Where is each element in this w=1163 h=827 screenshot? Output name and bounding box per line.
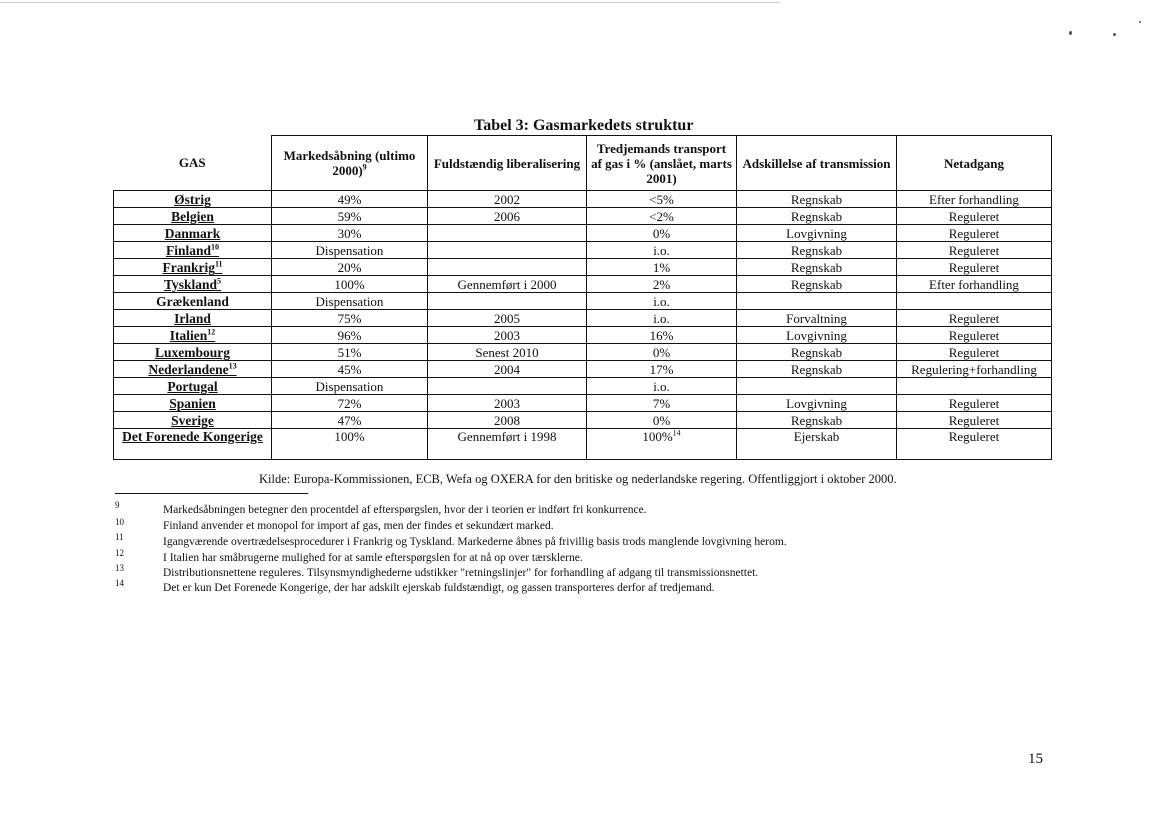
market-opening-cell: [272, 327, 428, 344]
cell-text: i.o.: [653, 293, 670, 309]
cell-text: 0%: [652, 344, 671, 360]
cell-text: 17%: [649, 361, 674, 377]
market-opening-cell: [272, 191, 428, 208]
third-party-transport-cell: [587, 293, 737, 310]
cell-text: Senest 2010: [475, 344, 539, 360]
column-header: [897, 136, 1052, 191]
network-access-cell: [897, 208, 1052, 225]
footnote-number: 14: [115, 578, 124, 588]
market-opening-cell: [272, 412, 428, 429]
network-access-cell: [897, 225, 1052, 242]
third-party-transport-cell: [587, 344, 737, 361]
footnote-number: 12: [115, 548, 124, 558]
cell-text: Gennemført i 2000: [457, 276, 557, 292]
table-row: [114, 395, 1052, 412]
column-header: [114, 136, 272, 191]
table-source: Kilde: Europa-Kommissionen, ECB, Wefa og OXERA for den britiske og nederlandske regering. Offentliggjort i oktober 2000.: [259, 472, 897, 486]
market-opening-cell: [272, 361, 428, 378]
unbundling-cell: [737, 191, 897, 208]
third-party-transport-cell: [587, 327, 737, 344]
third-party-transport-cell: [587, 361, 737, 378]
cell-text: Sverige: [171, 412, 214, 428]
cell-text: Dispensation: [315, 242, 384, 258]
cell-text: Regnskab: [790, 412, 843, 428]
cell-text: 1%: [652, 259, 671, 275]
cell-text: Efter forhandling: [929, 276, 1019, 292]
cell-text: 59%: [337, 208, 362, 224]
table-row: [114, 361, 1052, 378]
liberalisation-cell: [428, 361, 587, 378]
country-cell: [114, 412, 272, 429]
table-row: [114, 327, 1052, 344]
liberalisation-cell: [428, 378, 587, 395]
cell-text: Grækenland: [156, 293, 229, 309]
network-access-cell: [897, 191, 1052, 208]
cell-text: 100%: [334, 429, 365, 444]
country-cell: [114, 378, 272, 395]
cell-text: Luxembourg: [154, 344, 230, 360]
cell-text: 47%: [337, 412, 362, 428]
cell-text: 2006: [494, 208, 520, 224]
cell-text: Efter forhandling: [929, 191, 1019, 207]
cell-text: Dispensation: [315, 293, 384, 309]
third-party-transport-cell: [587, 378, 737, 395]
country-cell: [114, 259, 272, 276]
table-body: [114, 191, 1052, 460]
third-party-transport-cell: [587, 225, 737, 242]
cell-text: Reguleret: [948, 259, 1000, 275]
scan-speck: [1113, 33, 1116, 36]
table-row: [114, 412, 1052, 429]
network-access-cell: [897, 361, 1052, 378]
network-access-cell: [897, 344, 1052, 361]
cell-text: Belgien: [171, 208, 214, 224]
table-row: [114, 293, 1052, 310]
column-header: [587, 136, 737, 191]
table-row: [114, 225, 1052, 242]
cell-text: 7%: [652, 395, 671, 411]
column-header-label: GAS: [178, 155, 206, 171]
market-opening-cell: [272, 429, 428, 460]
footnote-marker: 12: [207, 327, 216, 336]
cell-text: Regnskab: [790, 208, 843, 224]
unbundling-cell: [737, 395, 897, 412]
cell-text: 2003: [494, 395, 520, 411]
footnote-text: Finland anvender et monopol for import af gas, men der findes et sekundært marked.: [163, 520, 554, 532]
cell-text: 2005: [494, 310, 520, 326]
table-row: [114, 378, 1052, 395]
cell-text: 2%: [652, 276, 671, 292]
network-access-cell: [897, 378, 1052, 395]
cell-text: 20%: [337, 259, 362, 275]
column-header-label: Fuldstændig liberalisering: [433, 155, 581, 171]
cell-text: <5%: [649, 191, 674, 207]
footnote-number: 11: [115, 532, 124, 542]
country-cell: [114, 242, 272, 259]
network-access-cell: [897, 429, 1052, 460]
footnote-text: Markedsåbningen betegner den procentdel af efterspørgslen, hvor der i teorien er indført fri konkurrence.: [163, 504, 647, 516]
cell-text: Reguleret: [948, 310, 1000, 326]
footnote-marker: 13: [228, 361, 237, 370]
network-access-cell: [897, 276, 1052, 293]
market-opening-cell: [272, 276, 428, 293]
market-opening-cell: [272, 293, 428, 310]
market-opening-cell: [272, 378, 428, 395]
liberalisation-cell: [428, 191, 587, 208]
market-opening-cell: [272, 225, 428, 242]
column-header-label: Netadgang: [944, 155, 1004, 171]
table-row: [114, 242, 1052, 259]
unbundling-cell: [737, 412, 897, 429]
cell-text: 30%: [337, 225, 362, 241]
cell-text: 72%: [337, 395, 362, 411]
cell-text: 75%: [337, 310, 362, 326]
column-header-label: Markedsåbning (ultimo 2000): [283, 148, 416, 178]
table-row: [114, 276, 1052, 293]
country-cell: [114, 191, 272, 208]
country-cell: [114, 344, 272, 361]
cell-text: Portugal: [167, 378, 218, 394]
footnote-text: Igangværende overtrædelsesprocedurer i Frankrig og Tyskland. Markederne åbnes på frivillig basis trods manglende lovgivning herom.: [163, 536, 787, 548]
scan-speck: [1069, 31, 1072, 35]
table-row: [114, 259, 1052, 276]
cell-text: Reguleret: [948, 344, 1000, 360]
country-cell: [114, 208, 272, 225]
footnote-text: Det er kun Det Forenede Kongerige, der har adskilt ejerskab fuldstændigt, og gassen transporteres derfor af tredjemand.: [163, 582, 715, 594]
third-party-transport-cell: [587, 412, 737, 429]
network-access-cell: [897, 293, 1052, 310]
third-party-transport-cell: [587, 395, 737, 412]
footnote-text: Distributionsnettene reguleres. Tilsynsmyndighederne udstikker "retningslinjer" for forhandling af adgang til transmissionsnettet.: [163, 567, 759, 579]
liberalisation-cell: [428, 310, 587, 327]
liberalisation-cell: [428, 293, 587, 310]
network-access-cell: [897, 327, 1052, 344]
unbundling-cell: [737, 344, 897, 361]
unbundling-cell: [737, 327, 897, 344]
network-access-cell: [897, 259, 1052, 276]
cell-text: Reguleret: [948, 412, 1000, 428]
unbundling-cell: [737, 208, 897, 225]
table-row: [114, 310, 1052, 327]
cell-text: 0%: [652, 225, 671, 241]
footnote-number: 13: [115, 563, 124, 573]
table-row: [114, 191, 1052, 208]
footnote-marker: 9: [362, 162, 367, 172]
country-cell: [114, 395, 272, 412]
gas-market-table: [113, 135, 1052, 460]
network-access-cell: [897, 412, 1052, 429]
liberalisation-cell: [428, 242, 587, 259]
cell-text: 100%: [642, 429, 673, 444]
cell-text: Lovgivning: [786, 395, 847, 411]
cell-text: Nederlandene: [148, 361, 229, 377]
cell-text: Østrig: [174, 191, 211, 207]
cell-text: Ejerskab: [793, 429, 840, 444]
cell-text: 2003: [494, 327, 520, 343]
network-access-cell: [897, 395, 1052, 412]
footnote-number: 10: [115, 517, 124, 527]
unbundling-cell: [737, 293, 897, 310]
column-header-label: Adskillelse af transmission: [742, 155, 891, 171]
cell-text: Reguleret: [948, 242, 1000, 258]
table-header-row: [114, 136, 1052, 191]
network-access-cell: [897, 242, 1052, 259]
market-opening-cell: [272, 259, 428, 276]
liberalisation-cell: [428, 208, 587, 225]
table-row: [114, 344, 1052, 361]
cell-text: Regnskab: [790, 276, 843, 292]
country-cell: [114, 276, 272, 293]
country-cell: [114, 327, 272, 344]
liberalisation-cell: [428, 412, 587, 429]
page-number: 15: [1028, 751, 1043, 767]
cell-text: 2008: [494, 412, 520, 428]
footnote-rule: [115, 493, 308, 494]
cell-text: Reguleret: [948, 395, 1000, 411]
cell-text: 49%: [337, 191, 362, 207]
cell-text: 96%: [337, 327, 362, 343]
cell-text: 16%: [649, 327, 674, 343]
cell-text: Irland: [174, 310, 211, 326]
cell-text: Reguleret: [948, 327, 1000, 343]
market-opening-cell: [272, 310, 428, 327]
cell-text: Reguleret: [948, 225, 1000, 241]
market-opening-cell: [272, 242, 428, 259]
cell-text: Reguleret: [948, 429, 1000, 444]
cell-text: Regulering+forhandling: [911, 361, 1037, 377]
cell-text: Danmark: [164, 225, 221, 241]
third-party-transport-cell: [587, 276, 737, 293]
cell-text: Gennemført i 1998: [457, 429, 557, 444]
scan-speck: [1139, 21, 1141, 23]
cell-text: 0%: [652, 412, 671, 428]
cell-text: 45%: [337, 361, 362, 377]
third-party-transport-cell: [587, 242, 737, 259]
unbundling-cell: [737, 259, 897, 276]
liberalisation-cell: [428, 259, 587, 276]
cell-text: i.o.: [653, 242, 670, 258]
unbundling-cell: [737, 310, 897, 327]
cell-text: Dispensation: [315, 378, 384, 394]
table-title: Tabel 3: Gasmarkedets struktur: [474, 117, 694, 134]
liberalisation-cell: [428, 327, 587, 344]
table-row: [114, 429, 1052, 460]
footnote-marker: 5: [217, 276, 222, 285]
cell-text: i.o.: [653, 310, 670, 326]
unbundling-cell: [737, 225, 897, 242]
cell-text: Forvaltning: [786, 310, 847, 326]
liberalisation-cell: [428, 276, 587, 293]
cell-text: Regnskab: [790, 344, 843, 360]
unbundling-cell: [737, 242, 897, 259]
third-party-transport-cell: [587, 208, 737, 225]
cell-text: 2004: [494, 361, 520, 377]
liberalisation-cell: [428, 395, 587, 412]
column-header: [428, 136, 587, 191]
cell-text: 2002: [494, 191, 520, 207]
cell-text: Regnskab: [790, 242, 843, 258]
column-header: [737, 136, 897, 191]
cell-text: Regnskab: [790, 191, 843, 207]
unbundling-cell: [737, 378, 897, 395]
cell-text: Finland: [165, 242, 212, 258]
country-cell: [114, 310, 272, 327]
unbundling-cell: [737, 429, 897, 460]
footnote-marker: 10: [211, 242, 220, 251]
country-cell: [114, 293, 272, 310]
cell-text: i.o.: [653, 378, 670, 394]
cell-text: Lovgivning: [786, 225, 847, 241]
scan-top-rule: [0, 2, 780, 3]
third-party-transport-cell: [587, 429, 737, 460]
market-opening-cell: [272, 208, 428, 225]
cell-text: Spanien: [169, 395, 216, 411]
market-opening-cell: [272, 344, 428, 361]
cell-text: <2%: [649, 208, 674, 224]
cell-text: Regnskab: [790, 259, 843, 275]
cell-text: Det Forenede Kongerige: [122, 429, 263, 444]
cell-text: Italien: [169, 327, 208, 343]
cell-text: Regnskab: [790, 361, 843, 377]
cell-text: Frankrig: [162, 259, 215, 275]
table-row: [114, 208, 1052, 225]
third-party-transport-cell: [587, 259, 737, 276]
footnote-number: 9: [115, 500, 120, 510]
third-party-transport-cell: [587, 191, 737, 208]
footnote-text: I Italien har småbrugerne mulighed for at samle efterspørgslen for at nå op over tærsklerne.: [163, 552, 583, 564]
cell-text: Tyskland: [163, 276, 218, 292]
footnote-marker: 14: [672, 428, 681, 438]
unbundling-cell: [737, 276, 897, 293]
unbundling-cell: [737, 361, 897, 378]
country-cell: [114, 361, 272, 378]
liberalisation-cell: [428, 429, 587, 460]
market-opening-cell: [272, 395, 428, 412]
cell-text: 100%: [334, 276, 365, 292]
network-access-cell: [897, 310, 1052, 327]
liberalisation-cell: [428, 344, 587, 361]
country-cell: [114, 225, 272, 242]
cell-text: 51%: [337, 344, 362, 360]
column-header: [272, 136, 428, 191]
footnote-marker: 11: [214, 259, 223, 268]
cell-text: Reguleret: [948, 208, 1000, 224]
column-header-label: Tredjemands transport af gas i % (anslået, marts 2001): [591, 140, 732, 186]
third-party-transport-cell: [587, 310, 737, 327]
cell-text: Lovgivning: [786, 327, 847, 343]
country-cell: [114, 429, 272, 460]
liberalisation-cell: [428, 225, 587, 242]
